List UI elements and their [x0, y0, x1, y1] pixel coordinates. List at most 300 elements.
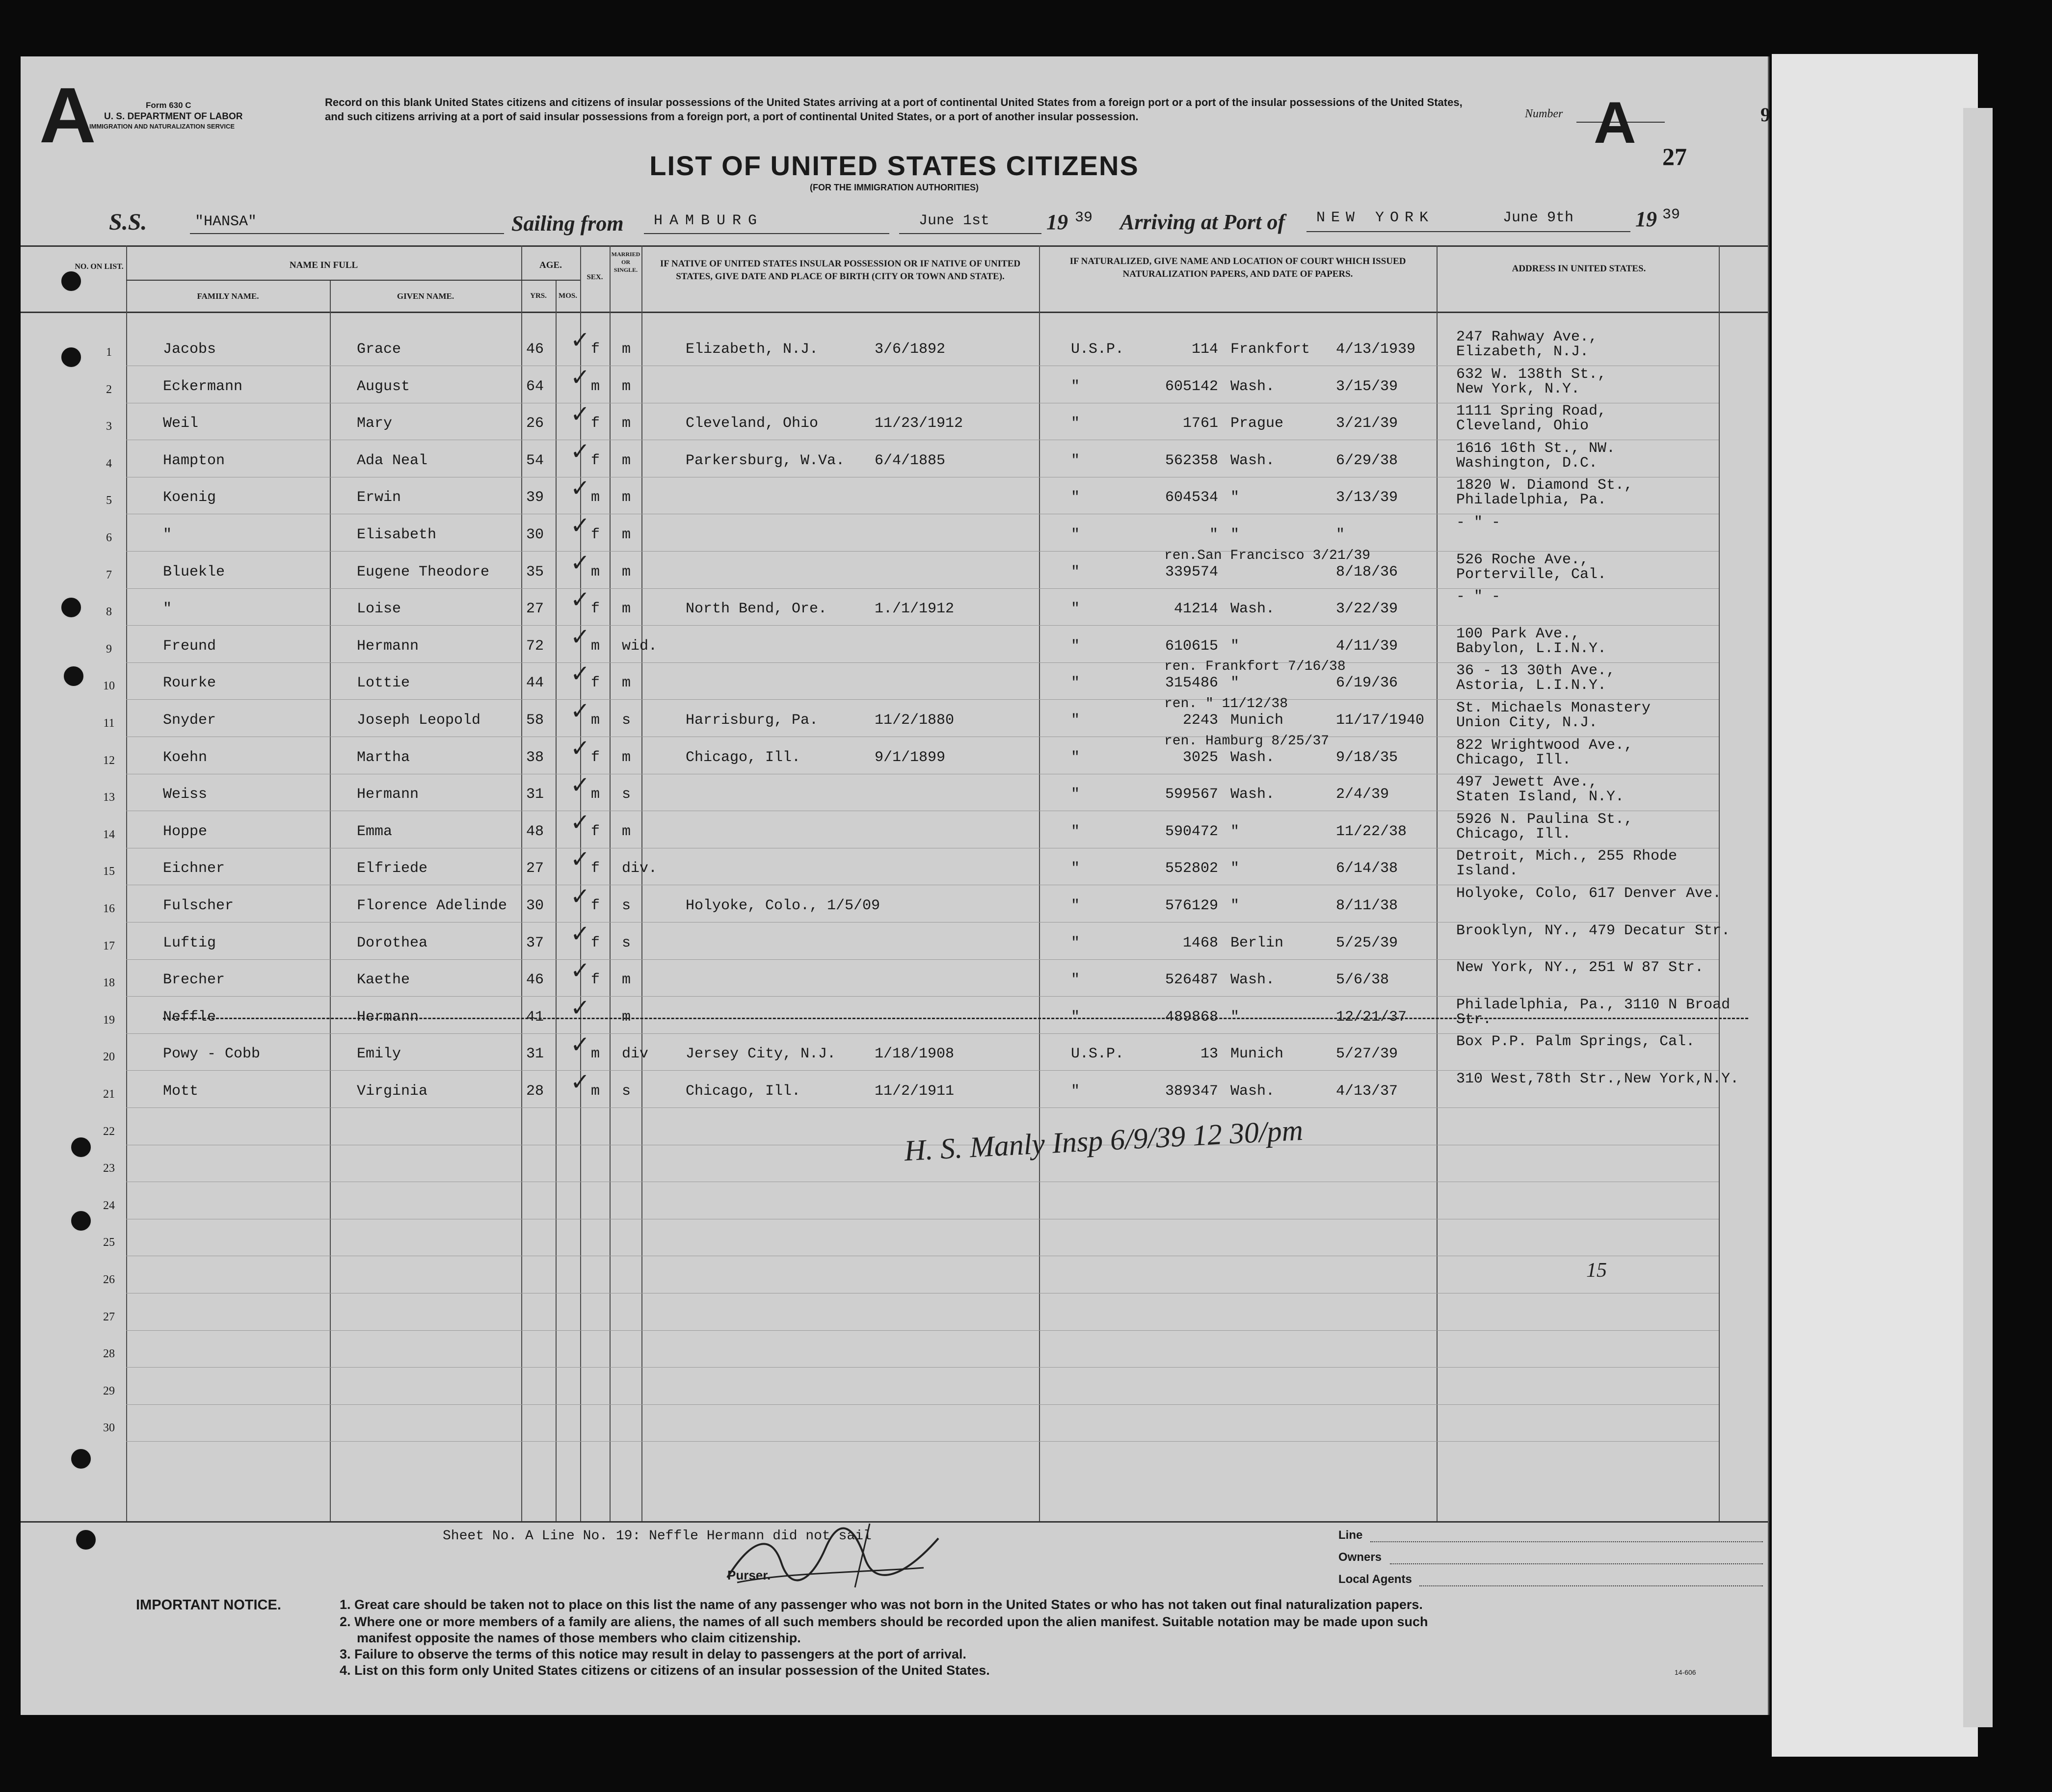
arriving-label: Arriving at Port of — [1120, 210, 1285, 234]
ship-underline — [190, 233, 504, 234]
nat-prefix: " — [1071, 415, 1080, 432]
nat-date: 6/29/38 — [1336, 452, 1398, 469]
sail-date: June 1st — [919, 212, 990, 229]
marital-status: wid. — [622, 637, 658, 655]
check-mark-icon: ✓ — [570, 326, 590, 354]
family-name: " — [163, 601, 172, 618]
sex: m — [591, 712, 600, 729]
family-name: " — [163, 527, 172, 543]
corner-mark: 9 — [1760, 104, 1770, 126]
birth-place: Cleveland, Ohio — [686, 415, 819, 432]
binder-hole — [62, 665, 85, 687]
nat-date: 4/13/37 — [1336, 1083, 1398, 1100]
marital-status: s — [622, 1083, 631, 1100]
nat-date: 9/18/35 — [1336, 749, 1398, 766]
given-name: Martha — [357, 749, 410, 766]
family-name: Freund — [163, 637, 216, 655]
row-number: 28 — [103, 1347, 115, 1361]
number-label: Number — [1525, 107, 1563, 120]
birth-place: Holyoke, Colo., 1/5/09 — [686, 897, 880, 914]
year2: 39 — [1662, 207, 1680, 223]
check-mark-icon: ✓ — [570, 549, 590, 577]
row-number: 11 — [103, 717, 115, 730]
ss-label: S.S. — [109, 209, 147, 235]
birth-place: Jersey City, N.J. — [686, 1046, 836, 1063]
service: IMMIGRATION AND NATURALIZATION SERVICE — [89, 123, 235, 130]
nat-paper-no: 315486 — [1165, 675, 1218, 692]
row-number: 25 — [103, 1236, 115, 1249]
sex: f — [591, 749, 600, 766]
address-line-2: Cleveland, Ohio — [1456, 418, 1589, 435]
address-line-2: Union City, N.J. — [1456, 714, 1598, 731]
address-line-2: Chicago, Ill. — [1456, 751, 1572, 768]
sex: m — [591, 786, 600, 803]
nat-renewal: ren.San Francisco 3/21/39 — [1164, 548, 1371, 563]
col-line — [1719, 245, 1720, 1521]
nat-prefix: " — [1071, 637, 1080, 655]
family-name: Eckermann — [163, 378, 243, 395]
row-rule — [126, 1367, 1719, 1368]
address-line-1: 100 Park Ave., — [1456, 625, 1580, 642]
row-number: 17 — [103, 939, 115, 952]
manifest-sheet — [21, 56, 1769, 1715]
nat-court: " — [1230, 637, 1240, 655]
notice-title: IMPORTANT NOTICE. — [136, 1597, 281, 1613]
marital-status: s — [622, 897, 631, 914]
row-rule — [126, 1404, 1719, 1405]
address-line-1: 247 Rahway Ave., — [1456, 329, 1598, 345]
family-name: Luftig — [163, 934, 216, 951]
number-value: A — [1594, 90, 1636, 156]
row-number: 24 — [103, 1199, 115, 1212]
instructions: Record on this blank United States citizens and citizens of insular possessions of the United States arriving at a port of continental United States from a foreign port or a port of the insular possessions of the United States, and such citizens arriving at a port of said insular possessions from a foreign port, a port of continental United States, or a port of another insular possession. — [325, 96, 1463, 123]
nat-prefix: " — [1071, 972, 1080, 989]
row-number: 19 — [103, 1013, 115, 1027]
sex: f — [591, 452, 600, 469]
row-number: 23 — [103, 1162, 115, 1175]
nat-paper-no: 610615 — [1165, 637, 1218, 655]
check-mark-icon: ✓ — [570, 734, 590, 762]
address-line-2: Island. — [1456, 863, 1519, 880]
sheet-letter: A — [39, 71, 96, 159]
header-birth: IF NATIVE OF UNITED STATES INSULAR POSSESSION OR IF NATIVE OF UNITED STATES, GIVE DATE AND PLACE OF BIRTH (CITY OR TOWN AND STATE). — [660, 259, 1021, 282]
col-line — [330, 280, 331, 1521]
row-number: 7 — [106, 568, 112, 581]
family-name: Neffle — [163, 1008, 216, 1026]
row-number: 14 — [103, 828, 115, 841]
nat-date: 6/14/38 — [1336, 860, 1398, 877]
header-naturalized: IF NATURALIZED, GIVE NAME AND LOCATION OF COURT WHICH ISSUED NATURALIZATION PAPERS, AND DATE OF PAPERS. — [1069, 256, 1406, 279]
family-name: Brecher — [163, 972, 225, 989]
age-years: 30 — [526, 527, 544, 543]
sex: f — [591, 897, 600, 914]
date-underline — [899, 233, 1041, 234]
marital-status: s — [622, 786, 631, 803]
nat-prefix: " — [1071, 786, 1080, 803]
nat-prefix: " — [1071, 452, 1080, 469]
nat-prefix: " — [1071, 1008, 1080, 1026]
nat-paper-no: 41214 — [1173, 601, 1218, 618]
address-line-2: Elizabeth, N.J. — [1456, 343, 1589, 360]
marital-status: m — [622, 527, 631, 543]
header-married: MARRIED OR SINGLE. — [611, 251, 640, 274]
nat-date: 5/6/38 — [1336, 972, 1389, 989]
row-number: 5 — [106, 494, 112, 507]
row-number: 6 — [106, 531, 112, 544]
nat-paper-no: 339574 — [1165, 563, 1218, 580]
sex: f — [591, 972, 600, 989]
address-line-1: New York, NY., 251 W 87 Str. — [1456, 959, 1704, 976]
nat-paper-no: 114 — [1191, 341, 1218, 358]
notice-2a: 2. Where one or more members of a family are aliens, the names of all such members should be recorded upon the alien manifest. Suitable notation may be made upon such — [340, 1614, 1428, 1629]
age-years: 27 — [526, 601, 544, 618]
nat-court: Munich — [1230, 712, 1284, 729]
nat-prefix: " — [1071, 563, 1080, 580]
sex: m — [591, 637, 600, 655]
binder-hole — [70, 1136, 92, 1159]
page-title: LIST OF UNITED STATES CITIZENS — [649, 150, 1139, 181]
given-name: Lottie — [357, 675, 410, 692]
row-number: 8 — [106, 606, 112, 619]
nat-court: Wash. — [1230, 378, 1275, 395]
nat-date: 6/19/36 — [1336, 675, 1398, 692]
marital-status: m — [622, 823, 631, 840]
department: U. S. DEPARTMENT OF LABOR — [104, 111, 243, 122]
nat-paper-no: 562358 — [1165, 452, 1218, 469]
given-name: Virginia — [357, 1083, 428, 1100]
strike-through — [163, 1018, 1748, 1019]
address-line-2: Philadelphia, Pa. — [1456, 492, 1607, 509]
inspector-signature: H. S. Manly Insp 6/9/39 12 30/pm — [903, 1113, 1304, 1167]
footer-line-underline — [1370, 1541, 1763, 1542]
family-name: Koenig — [163, 489, 216, 506]
birth-date: 11/23/1912 — [875, 415, 963, 432]
nat-date: 8/18/36 — [1336, 563, 1398, 580]
nat-court: Berlin — [1230, 934, 1284, 951]
row-number: 20 — [103, 1051, 115, 1064]
age-years: 54 — [526, 452, 544, 469]
nat-date: 4/13/1939 — [1336, 341, 1416, 358]
row-number: 3 — [106, 420, 112, 433]
marital-status: m — [622, 415, 631, 432]
given-name: Ada Neal — [357, 452, 428, 469]
given-name: Dorothea — [357, 934, 428, 951]
nat-paper-no: 1468 — [1182, 934, 1218, 951]
address-line-1: 1616 16th St., NW. — [1456, 440, 1616, 457]
notice-4: 4. List on this form only United States citizens or citizens of an insular possession of the United States. — [340, 1663, 990, 1678]
family-name: Koehn — [163, 749, 208, 766]
given-name: Loise — [357, 601, 401, 618]
nat-prefix: " — [1071, 601, 1080, 618]
binder-hole — [75, 1528, 97, 1551]
given-name: Emma — [357, 823, 393, 840]
nat-court: Prague — [1230, 415, 1284, 432]
marital-status: s — [622, 712, 631, 729]
sex: f — [591, 527, 600, 543]
nat-court: Wash. — [1230, 749, 1275, 766]
header-mos: MOS. — [559, 292, 577, 300]
footer-owners-underline — [1390, 1563, 1763, 1564]
age-years: 39 — [526, 489, 544, 506]
nat-date: 5/27/39 — [1336, 1046, 1398, 1063]
given-name: Grace — [357, 341, 401, 358]
given-name: Joseph Leopold — [357, 712, 481, 729]
header-sex: SEX. — [586, 273, 603, 281]
row-number: 2 — [106, 383, 112, 396]
year1-prefix: 19 — [1046, 210, 1068, 234]
nat-date: 4/11/39 — [1336, 637, 1398, 655]
row-number: 18 — [103, 976, 115, 990]
family-name: Eichner — [163, 860, 225, 877]
footer-agents-underline — [1419, 1585, 1763, 1586]
given-name: Elfriede — [357, 860, 428, 877]
given-name: Hermann — [357, 786, 419, 803]
given-name: Emily — [357, 1046, 401, 1063]
binder-hole — [70, 1448, 92, 1470]
address-line-1: 1111 Spring Road, — [1456, 403, 1607, 420]
address-line-1: - " - — [1456, 514, 1501, 531]
birth-place: Chicago, Ill. — [686, 749, 801, 766]
birth-date: 9/1/1899 — [875, 749, 946, 766]
age-years: 44 — [526, 675, 544, 692]
address-line-2: Porterville, Cal. — [1456, 566, 1607, 583]
address-line-1: 36 - 13 30th Ave., — [1456, 662, 1616, 680]
check-mark-icon: ✓ — [570, 586, 590, 614]
address-line-2: Washington, D.C. — [1456, 454, 1598, 472]
marital-status: m — [622, 972, 631, 989]
sex: m — [591, 563, 600, 580]
age-years: 31 — [526, 1046, 544, 1063]
given-name: Elisabeth — [357, 527, 437, 543]
sex: f — [591, 860, 600, 877]
age-years: 27 — [526, 860, 544, 877]
nat-prefix: " — [1071, 378, 1080, 395]
sex: f — [591, 341, 600, 358]
nat-date: 3/21/39 — [1336, 415, 1398, 432]
age-years: 64 — [526, 378, 544, 395]
marital-status: m — [622, 1008, 631, 1026]
sex: f — [591, 823, 600, 840]
check-mark-icon: ✓ — [570, 808, 590, 836]
check-mark-icon: ✓ — [570, 400, 590, 428]
nat-prefix: U.S.P. — [1071, 341, 1124, 358]
nat-renewal: ren. Frankfort 7/16/38 — [1164, 659, 1346, 675]
birth-place: Harrisburg, Pa. — [686, 712, 819, 729]
marital-status: div — [622, 1046, 649, 1063]
header-name-in-full: NAME IN FULL — [289, 260, 358, 270]
nat-prefix: U.S.P. — [1071, 1046, 1124, 1063]
address-line-1: 822 Wrightwood Ave., — [1456, 737, 1633, 754]
nat-paper-no: 389347 — [1165, 1083, 1218, 1100]
row-rule — [126, 1107, 1719, 1108]
address-line-2: Chicago, Ill. — [1456, 825, 1572, 843]
nat-date: " — [1336, 527, 1345, 543]
address-line-2: Staten Island, N.Y. — [1456, 789, 1625, 806]
row-number: 4 — [106, 457, 112, 470]
ship-name: "HANSA" — [195, 213, 257, 230]
row-number: 15 — [103, 865, 115, 878]
sailing-label: Sailing from — [511, 211, 624, 236]
col-line — [556, 280, 557, 1521]
age-years: 37 — [526, 934, 544, 951]
nat-paper-no: 489868 — [1165, 1008, 1218, 1026]
nat-paper-no: 3025 — [1182, 749, 1218, 766]
check-mark-icon: ✓ — [570, 771, 590, 799]
header-bottom-rule — [21, 312, 1768, 313]
nat-date: 11/22/38 — [1336, 823, 1407, 840]
nat-court: Wash. — [1230, 786, 1275, 803]
nat-court: Frankfort — [1230, 341, 1310, 358]
marital-status: m — [622, 675, 631, 692]
year1: 39 — [1075, 210, 1093, 226]
marital-status: m — [622, 563, 631, 580]
nat-renewal: ren. " 11/12/38 — [1164, 696, 1288, 712]
marital-status: m — [622, 601, 631, 618]
nat-paper-no: 604534 — [1165, 489, 1218, 506]
from-port: HAMBURG — [654, 212, 764, 229]
age-years: 48 — [526, 823, 544, 840]
header-no-on-list: NO. ON LIST. — [75, 263, 124, 271]
header-address: ADDRESS IN UNITED STATES. — [1512, 264, 1646, 274]
age-years: 46 — [526, 972, 544, 989]
given-name: Eugene Theodore — [357, 563, 490, 580]
nat-prefix: " — [1071, 860, 1080, 877]
nat-court: " — [1230, 675, 1240, 692]
notice-2b: manifest opposite the names of those members who claim citizenship. — [357, 1631, 801, 1645]
row-rule — [126, 1441, 1719, 1442]
nat-date: 3/15/39 — [1336, 378, 1398, 395]
binder-hole — [70, 1210, 92, 1232]
birth-date: 11/2/1880 — [875, 712, 955, 729]
nat-court: " — [1230, 489, 1240, 506]
given-name: Hermann — [357, 1008, 419, 1026]
birth-place: Elizabeth, N.J. — [686, 341, 819, 358]
arrival-date: June 9th — [1503, 210, 1574, 226]
given-name: Hermann — [357, 637, 419, 655]
nat-date: 3/13/39 — [1336, 489, 1398, 506]
sex: f — [591, 934, 600, 951]
year2-prefix: 19 — [1635, 207, 1657, 231]
row-number: 26 — [103, 1273, 115, 1286]
table-top-rule — [21, 245, 1768, 247]
nat-paper-no: 526487 — [1165, 972, 1218, 989]
sex: f — [591, 415, 600, 432]
nat-prefix: " — [1071, 823, 1080, 840]
family-name: Weil — [163, 415, 199, 432]
nat-court: " — [1230, 897, 1240, 914]
nat-date: 8/11/38 — [1336, 897, 1398, 914]
sex: m — [591, 1083, 600, 1100]
age-years: 72 — [526, 637, 544, 655]
address-line-1: 5926 N. Paulina St., — [1456, 811, 1633, 828]
given-name: Florence Adelinde — [357, 897, 507, 914]
nat-paper-no: 590472 — [1165, 823, 1218, 840]
footer-agents-label: Local Agents — [1338, 1573, 1412, 1586]
check-mark-icon: ✓ — [570, 474, 590, 502]
form-number: Form 630 C — [146, 101, 191, 110]
check-mark-icon: ✓ — [570, 1031, 590, 1059]
check-mark-icon: ✓ — [570, 697, 590, 725]
nat-paper-no: 605142 — [1165, 378, 1218, 395]
nat-paper-no: 1761 — [1182, 415, 1218, 432]
nat-prefix: " — [1071, 712, 1080, 729]
sheet-note: Sheet No. A Line No. 19: Neffle Hermann did not sail — [443, 1528, 872, 1544]
arrival-underline — [1306, 231, 1630, 232]
nat-paper-no: 2243 — [1182, 712, 1218, 729]
nat-paper-no: 576129 — [1165, 897, 1218, 914]
check-mark-icon: ✓ — [570, 437, 590, 465]
address-line-1: Philadelphia, Pa., 3110 N Broad — [1456, 996, 1731, 1013]
nat-paper-no: " — [1209, 527, 1218, 543]
birth-date: 1./1/1912 — [875, 601, 955, 618]
check-mark-icon: ✓ — [570, 660, 590, 688]
nat-court: " — [1230, 860, 1240, 877]
nat-court: Wash. — [1230, 972, 1275, 989]
address-line-1: Brooklyn, NY., 479 Decatur Str. — [1456, 922, 1731, 939]
given-name: Erwin — [357, 489, 401, 506]
nat-prefix: " — [1071, 1083, 1080, 1100]
family-name: Hoppe — [163, 823, 208, 840]
row-number: 9 — [106, 642, 112, 656]
nat-date: 11/17/1940 — [1336, 712, 1425, 729]
row-number: 27 — [103, 1310, 115, 1323]
address-line-1: Detroit, Mich., 255 Rhode — [1456, 848, 1678, 865]
purser-signature — [708, 1519, 943, 1592]
purser-label: Purser. — [727, 1568, 771, 1582]
row-number: 21 — [103, 1088, 115, 1101]
address-line-1: - " - — [1456, 588, 1501, 606]
row-number: 10 — [103, 680, 115, 693]
form-code: 14-606 — [1675, 1668, 1696, 1676]
nat-date: 2/4/39 — [1336, 786, 1389, 803]
notice-3: 3. Failure to observe the terms of this notice may result in delay to passengers at the port of arrival. — [340, 1647, 966, 1661]
check-mark-icon: ✓ — [570, 883, 590, 910]
family-name: Rourke — [163, 675, 216, 692]
marital-status: s — [622, 934, 631, 951]
name-subheader-rule — [126, 280, 580, 281]
given-name: Kaethe — [357, 972, 410, 989]
family-name: Powy - Cobb — [163, 1046, 261, 1063]
address-line-1: 310 West,78th Str.,New York,N.Y. — [1456, 1071, 1739, 1087]
family-name: Weiss — [163, 786, 208, 803]
header-given-name: GIVEN NAME. — [397, 291, 454, 301]
row-number: 13 — [103, 791, 115, 804]
footer-line-label: Line — [1338, 1528, 1363, 1542]
sex: f — [591, 601, 600, 618]
age-years: 38 — [526, 749, 544, 766]
nat-court: Wash. — [1230, 1083, 1275, 1100]
header-age: AGE. — [539, 260, 562, 270]
sex: m — [591, 1046, 600, 1063]
header-yrs: YRS. — [530, 292, 547, 300]
birth-date: 3/6/1892 — [875, 341, 946, 358]
nat-prefix: " — [1071, 489, 1080, 506]
sex: m — [591, 378, 600, 395]
age-years: 58 — [526, 712, 544, 729]
nat-paper-no: 13 — [1200, 1046, 1218, 1063]
address-line-1: St. Michaels Monastery — [1456, 700, 1651, 716]
check-mark-icon: ✓ — [570, 363, 590, 391]
address-line-1: 632 W. 138th St., — [1456, 366, 1607, 383]
arrival-port: NEW YORK — [1316, 210, 1435, 226]
age-years: 28 — [526, 1083, 544, 1100]
port-underline — [644, 233, 889, 234]
nat-renewal: ren. Hamburg 8/25/37 — [1164, 733, 1330, 749]
marital-status: m — [622, 749, 631, 766]
check-mark-icon: ✓ — [570, 920, 590, 948]
nat-court: Wash. — [1230, 452, 1275, 469]
header-family-name: FAMILY NAME. — [197, 291, 259, 301]
